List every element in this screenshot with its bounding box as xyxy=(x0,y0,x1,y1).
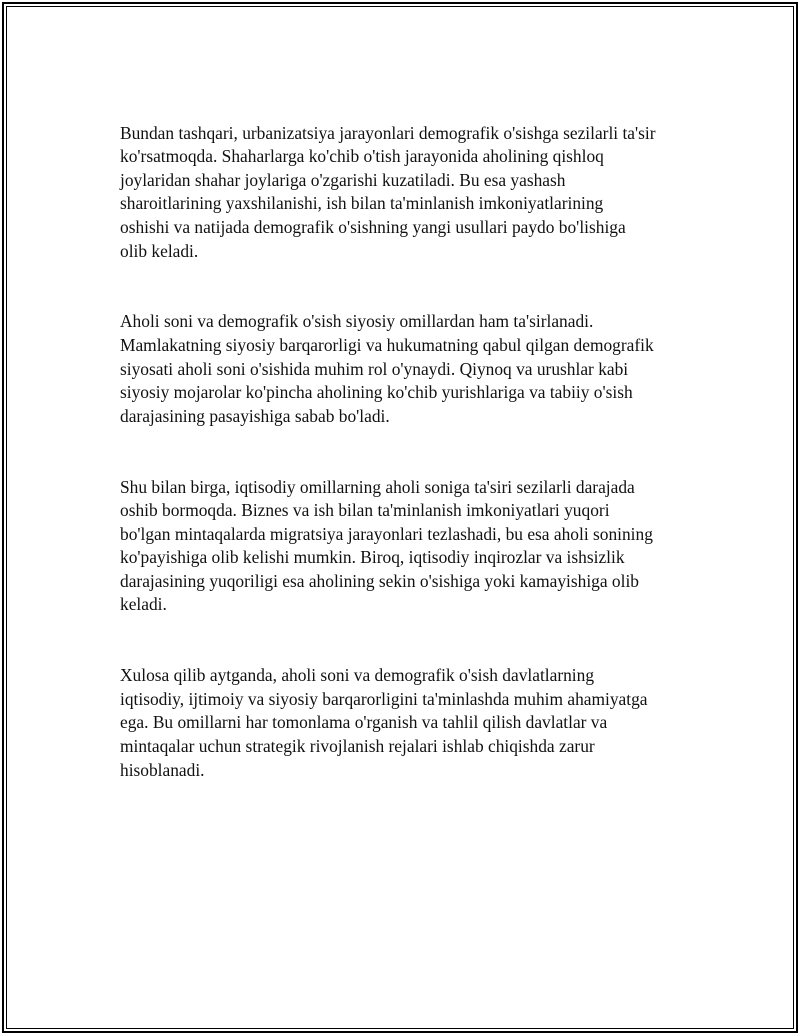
paragraph-conclusion: Xulosa qilib aytganda, aholi soni va demografik o'sish davlatlarning iqtisodiy, ijtimoiy va siyosiy barqarorligini ta'minlashda muhim ahamiyatga ega. Bu omillarni har tomonlama o'rganish va tahlil qilish davlatlar va mintaqalar uchun strategik rivojlanish rejalari ishlab chiqishda zarur hisoblanadi. xyxy=(120,665,648,780)
paragraph-economic-factors: Shu bilan birga, iqtisodiy omillarning aholi soniga ta'siri sezilarli darajada oshib bormoqda. Biznes va ish bilan ta'minlanish imkoniyatlari yuqori bo'lgan mintaqalarda migratsiya jarayonlari tezlashadi, bu esa aholi sonining ko'payishiga olib kelishi mumkin. Biroq, iqtisodiy inqirozlar va ishsizlik darajasining yuqoriligi esa aholining sekin o'sishiga yoki kamayishiga olib keladi. xyxy=(120,476,653,615)
paragraph-urbanization: Bundan tashqari, urbanizatsiya jarayonlari demografik o'sishga sezilarli ta'sir ko'rsatmoqda. Shaharlarga ko'chib o'tish jarayonida aholining qishloq joylaridan shahar joylariga o'zgarishi kuzatiladi. Bu esa yashash sharoitlarining yaxshilanishi, ish bilan ta'minlanish imkoniyatlarining oshishi va natijada demografik o'sishning yangi usullari paydo bo'lishiga olib keladi. xyxy=(120,122,656,261)
page-frame xyxy=(2,2,798,1033)
document-body xyxy=(120,98,700,829)
paragraph-political-factors: Aholi soni va demografik o'sish siyosiy omillardan ham ta'sirlanadi. Mamlakatning siyosiy barqarorligi va hukumatning qabul qilgan demografik siyosati aholi soni o'sishida muhim rol o'ynaydi. Qiynoq va urushlar kabi siyosiy mojarolar ko'pincha aholining ko'chib yurishlariga va tabiiy o'sish darajasining pasayishiga sabab bo'ladi. xyxy=(120,311,654,426)
